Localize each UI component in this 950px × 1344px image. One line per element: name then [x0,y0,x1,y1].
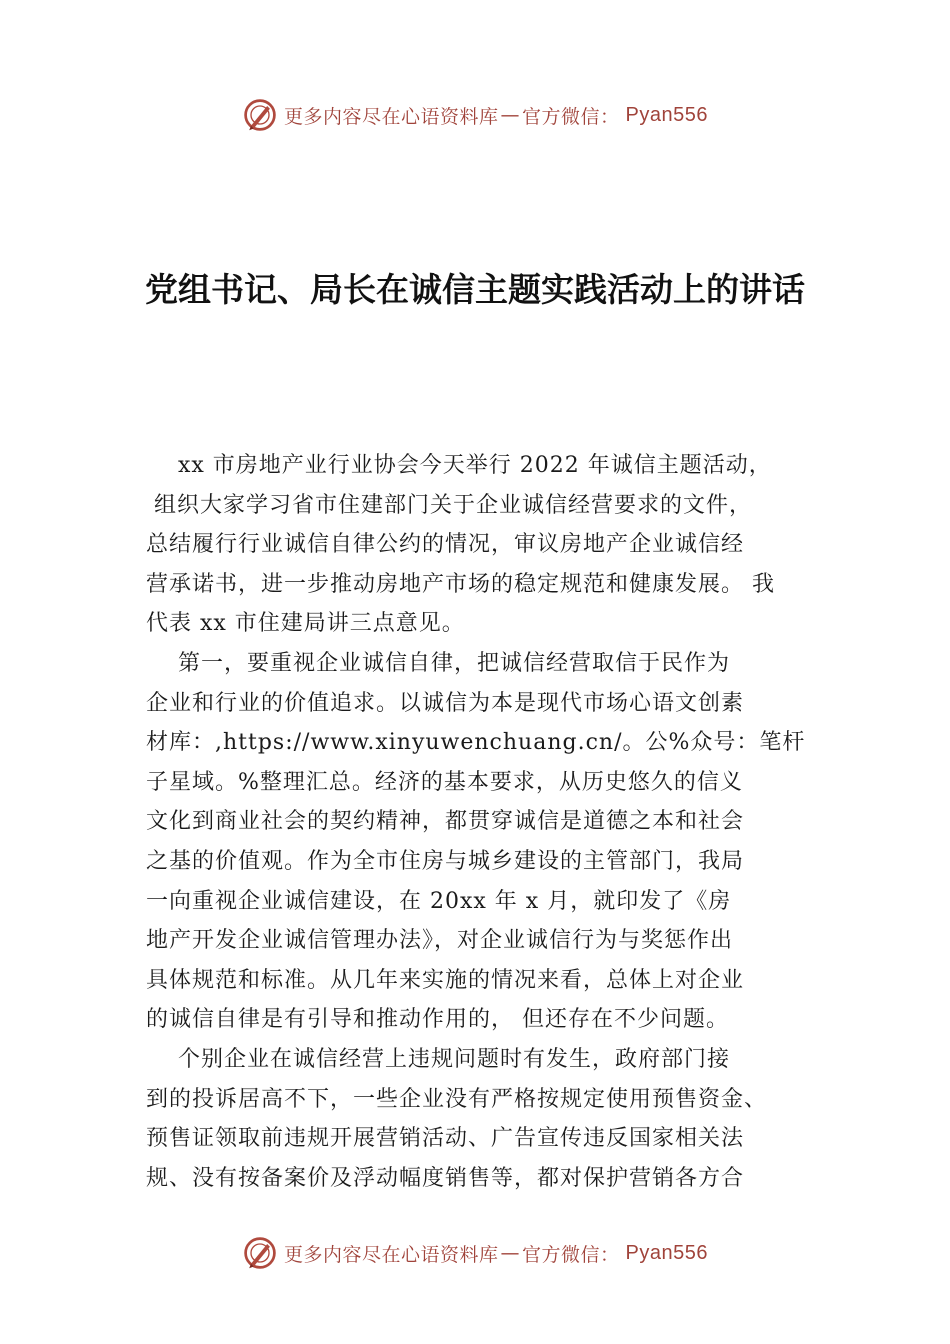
body-line: 规、没有按备案价及浮动幅度销售等，都对保护营销各方合 [146,1165,745,1191]
header-banner [0,95,950,135]
body-line: 到的投诉居高不下，一些企业没有严格按规定使用预售资金、 [146,1086,768,1112]
banner-wechat-id: Pyan556 [625,1241,708,1264]
body-line: 营承诺书，进一步推动房地产市场的稳定规范和健康发展。 我 [146,571,775,597]
body-line: 子星域。%整理汇总。经济的基本要求，从历史悠久的信义 [146,769,743,795]
pen-logo-icon [242,97,278,133]
footer-banner [0,1233,950,1273]
banner-separator: — [500,104,521,126]
page-title: 党组书记、局长在诚信主题实践活动上的讲话 [145,270,805,309]
body-line: 材库：,https://www.xinyuwenchuang.cn/。公%众号：笔杆 [146,730,806,756]
pen-logo-icon [242,1235,278,1271]
body-line: 第一，要重视企业诚信自律，把诚信经营取信于民作为 [146,651,730,676]
body-line: 文化到商业社会的契约精神，都贯穿诚信是道德之本和社会 [146,809,745,835]
banner-wechat-id: Pyan556 [625,103,708,126]
body-line: 的诚信自律是有引导和推动作用的， 但还存在不少问题。 [146,1007,729,1033]
body-line: 个别企业在诚信经营上违规问题时有发生，政府部门接 [146,1047,730,1072]
body-line: 代表 xx 市住建局讲三点意见。 [146,611,465,637]
banner-label: 官方微信： [522,105,620,128]
banner-text: 更多内容尽在心语资料库 [284,105,499,128]
body-line: 总结履行行业诚信自律公约的情况，审议房地产企业诚信经 [146,532,745,558]
body-line: 之基的价值观。作为全市住房与城乡建设的主管部门，我局 [146,849,745,874]
banner-label: 官方微信： [522,1243,620,1266]
body-line: 具体规范和标准。从几年来实施的情况来看，总体上对企业 [146,967,745,993]
body-line: xx 市房地产业行业协会今天举行 2022 年诚信主题活动， [146,453,772,478]
banner-text: 更多内容尽在心语资料库 [284,1243,499,1266]
body-line: 预售证领取前违规开展营销活动、广告宣传违反国家相关法 [146,1126,745,1152]
body-line: 企业和行业的价值追求。以诚信为本是现代市场心语文创素 [146,690,745,716]
body-line: 一向重视企业诚信建设，在 20xx 年 x 月，就印发了《房 [146,888,732,914]
banner-separator: — [500,1242,521,1264]
body-line: 地产开发企业诚信管理办法》，对企业诚信行为与奖惩作出 [146,928,734,954]
body-line: 组织大家学习省市住建部门关于企业诚信经营要求的文件， [146,492,752,518]
